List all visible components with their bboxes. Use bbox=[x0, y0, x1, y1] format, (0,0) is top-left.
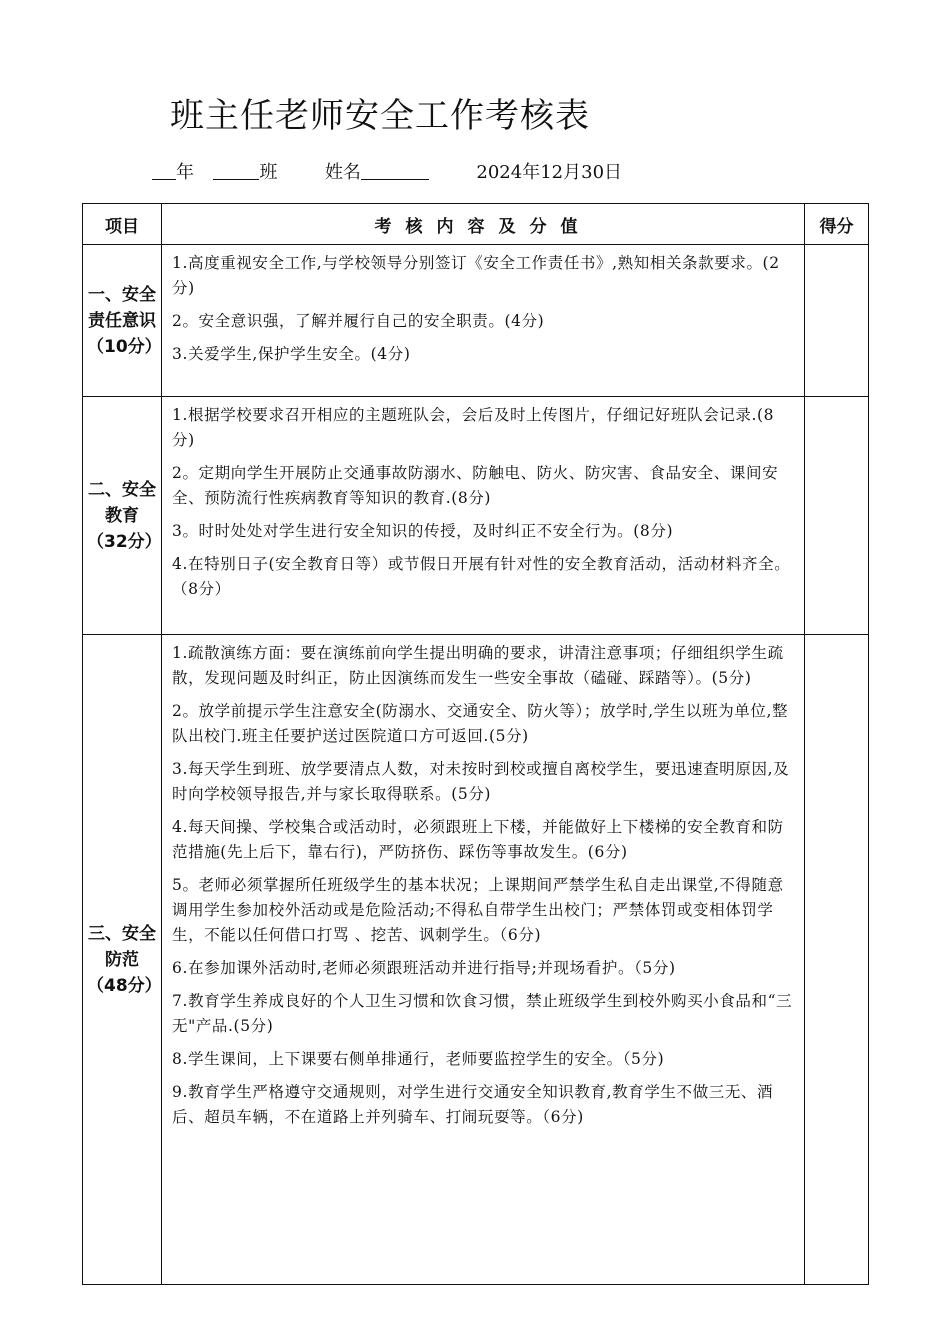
header-row bbox=[83, 204, 869, 245]
section-title: 二、安全教育（32分） bbox=[83, 397, 162, 635]
header-content: 考核内容及分值 bbox=[162, 204, 805, 245]
section-content bbox=[162, 245, 805, 397]
info-line bbox=[152, 158, 622, 184]
content-item: 5。老师必须掌握所任班级学生的基本状况；上课期间严禁学生私自走出课堂,不得随意调用学生参加校外活动或是危险活动;不得私自带学生出校门；严禁体罚或变相体罚学生，不能以任何借口打骂 、挖苦、讽刺学生。（6分) bbox=[172, 876, 784, 944]
score-cell[interactable] bbox=[805, 397, 869, 635]
section-row bbox=[83, 245, 869, 397]
class-blank[interactable] bbox=[213, 161, 259, 180]
content-item: 1.高度重视安全工作,与学校领导分别签订《安全工作责任书》,熟知相关条款要求。(2分) bbox=[172, 254, 780, 297]
class-label: 班 bbox=[259, 162, 278, 183]
content-item: 9.教育学生严格遵守交通规则，对学生进行交通安全知识教育,教育学生不做三无、酒后、超员车辆，不在道路上并列骑车、打闹玩耍等。（6分) bbox=[172, 1083, 774, 1126]
content-item: 2。安全意识强，了解并履行自己的安全职责。(4分) bbox=[172, 312, 545, 330]
section-row bbox=[83, 397, 869, 635]
year-label: 年 bbox=[176, 162, 194, 183]
content-item: 2。定期向学生开展防止交通事故防溺水、防触电、防火、防灾害、食品安全、课间安全、预防流行性疾病教育等知识的教育.(8分) bbox=[172, 464, 779, 507]
content-item: 4.在特别日子(安全教育日等）或节假日开展有针对性的安全教育活动，活动材料齐全。（8分） bbox=[172, 555, 791, 598]
year-blank[interactable] bbox=[152, 161, 176, 180]
page-title: 班主任老师安全工作考核表 bbox=[170, 96, 590, 136]
content-item: 3。时时处处对学生进行安全知识的传授，及时纠正不安全行为。(8分) bbox=[172, 522, 674, 540]
content-item: 7.教育学生养成良好的个人卫生习惯和饮食习惯，禁止班级学生到校外购买小食品和“三无"产品.(5分) bbox=[172, 992, 793, 1035]
name-blank[interactable] bbox=[361, 161, 429, 180]
header-score: 得分 bbox=[805, 204, 869, 245]
section-content bbox=[162, 397, 805, 635]
content-item: 1.疏散演练方面：要在演练前向学生提出明确的要求，讲清注意事项；仔细组织学生疏散，发现问题及时纠正，防止因演练而发生一些安全事故（磕碰、踩踏等）。(5分) bbox=[172, 644, 784, 687]
assessment-table bbox=[82, 203, 869, 1285]
section-title: 三、安全防范（48分） bbox=[83, 635, 162, 1285]
header-item: 项目 bbox=[83, 204, 162, 245]
date-text: 2024年12月30日 bbox=[476, 162, 623, 183]
content-item: 3.每天学生到班、放学要清点人数，对未按时到校或擅自离校学生，要迅速查明原因,及时向学校领导报告,并与家长取得联系。(5分) bbox=[172, 760, 790, 803]
score-cell[interactable] bbox=[805, 245, 869, 397]
content-item: 6.在参加课外活动时,老师必须跟班活动并进行指导;并现场看护。（5分) bbox=[172, 959, 676, 977]
score-cell[interactable] bbox=[805, 635, 869, 1285]
content-item: 2。放学前提示学生注意安全(防溺水、交通安全、防火等）；放学时,学生以班为单位,整队出校门.班主任要护送过医院道口方可返回.(5分) bbox=[172, 702, 789, 745]
name-label: 姓名 bbox=[324, 162, 361, 183]
section-content bbox=[162, 635, 805, 1285]
content-item: 8.学生课间，上下课要右侧单排通行，老师要监控学生的安全。（5分) bbox=[172, 1050, 665, 1068]
section-title: 一、安全责任意识（10分） bbox=[83, 245, 162, 397]
content-item: 4.每天间操、学校集合或活动时，必须跟班上下楼，并能做好上下楼梯的安全教育和防范措施(先上后下，靠右行)，严防挤伤、踩伤等事故发生。(6分) bbox=[172, 818, 784, 861]
content-item: 3.关爱学生,保护学生安全。(4分) bbox=[172, 345, 411, 363]
content-item: 1.根据学校要求召开相应的主题班队会，会后及时上传图片，仔细记好班队会记录.(8分) bbox=[172, 406, 775, 449]
section-row bbox=[83, 635, 869, 1285]
